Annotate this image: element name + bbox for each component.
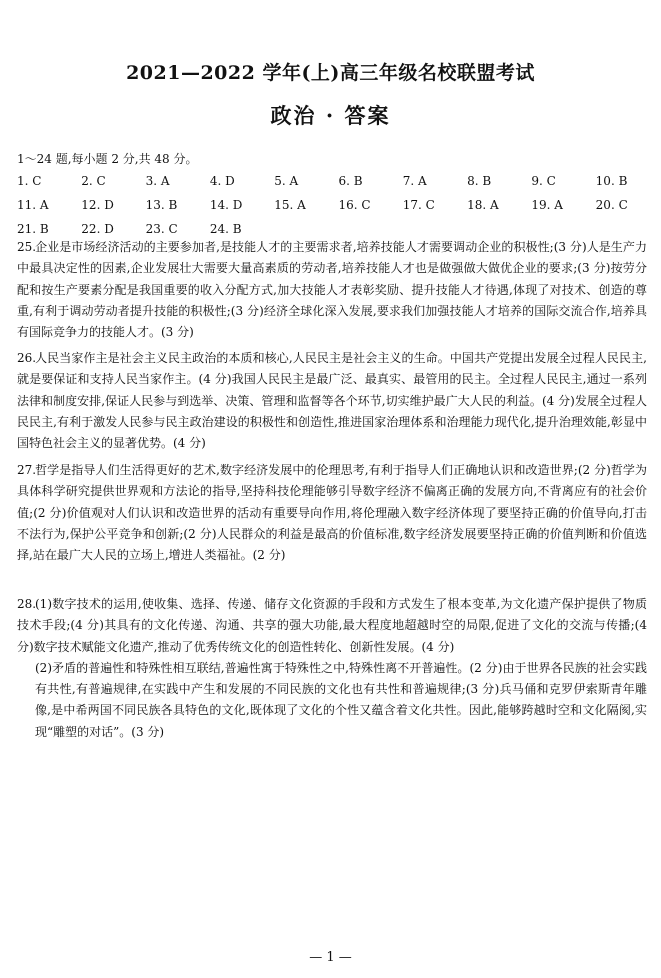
essay-answer-25: [17, 237, 647, 343]
answer-item: 8. B: [467, 174, 492, 188]
essay-answer-27: [17, 460, 647, 566]
answer-item: 1. C: [17, 174, 42, 188]
page-subtitle: 政治 · 答案: [270, 103, 391, 128]
question-number: 27.: [17, 463, 37, 477]
answer-text-part-2: (2)矛盾的普遍性和特殊性相互联结,普遍性寓于特殊性之中,特殊性离不开普遍性。(2 分)由于世界各民族的社会实践有共性,有普遍规律,在实践中产生和发展的不同民族的文化也有共性和普遍规律;(3 分)兵马俑和克罗伊索斯青年雕像,是中希两国不同民族各具特色的文化,既体现了文化的个性又蕴含着文化共性。因此,能够跨越时空和文化隔阂,实现“雕塑的对话”。(3 分): [35, 660, 647, 739]
question-number: 25.: [17, 240, 37, 254]
answer-item: 6. B: [338, 174, 363, 188]
answer-item: 4. D: [209, 174, 235, 188]
answer-item: 10. B: [595, 174, 628, 188]
answer-item: 17. C: [402, 198, 435, 212]
answer-item: 21. B: [17, 222, 49, 236]
answer-text: 企业是市场经济活动的主要参加者,是技能人才的主要需求者,培养技能人才需要调动企业的积极性;(3 分)人是生产力中最具决定性的因素,企业发展壮大需要大量高素质的劳动者,培养技能人才也是做强做大做优企业的要求;(3 分)按劳分配和按生产要素分配是我国重要的收入分配方式,加大技能人才表彰奖励、提升技能人才待遇,体现了对技术、创造的尊重,有利于调动劳动者提升技能的积极性;(3 分)经济全球化深入发展,要求我们加强技能人才培养的国际交流合作,培养具有国际竞争力的技能人才。(3 分): [17, 240, 647, 340]
answer-item: 15. A: [274, 198, 306, 212]
answer-item: 9. C: [531, 174, 556, 188]
answer-row: [17, 197, 647, 221]
answer-item: 23. C: [145, 222, 178, 236]
answer-item: 14. D: [209, 198, 243, 212]
multiple-choice-instruction: 1～24 题,每小题 2 分,共 48 分。: [17, 152, 198, 166]
answer-row: [17, 173, 647, 197]
answer-item: 22. D: [81, 222, 114, 236]
answer-item: 5. A: [274, 174, 299, 188]
answer-text: 哲学是指导人们生活得更好的艺术,数字经济发展中的伦理思考,有利于指导人们正确地认识和改造世界;(2 分)哲学为具体科学研究提供世界观和方法论的指导,坚持科技伦理能够引导数字经济不偏离正确的发展方向,不背离应有的社会价值;(2 分)价值观对人们认识和改造世界的活动有重要导向作用,将伦理融入数字经济体现了要坚持正确的价值导向,打击不法行为,保护公平竞争和创新;(2 分)人民群众的利益是最高的价值标准,数字经济发展要坚持正确的价值判断和价值选择,站在最广大人民的立场上,增进人类福祉。(2 分): [17, 463, 647, 563]
multiple-choice-answer-grid: [17, 173, 647, 245]
essay-answer-26: [17, 348, 647, 454]
answer-item: 20. C: [595, 198, 628, 212]
page-title: 2021—2022 学年(上)高三年级名校联盟考试: [126, 62, 535, 84]
question-number: 28.: [17, 597, 37, 611]
answer-text-part-1: (1)数字技术的运用,使收集、选择、传递、储存文化资源的手段和方式发生了根本变革,为文化遗产保护提供了物质技术手段;(4 分)其具有的文化传递、沟通、共享的强大功能,最大程度地超越时空的局限,促进了文化的交流与传播;(4 分)数字技术赋能文化遗产,推动了优秀传统文化的创造性转化、创新性发展。(4 分): [17, 597, 647, 654]
answer-item: 18. A: [467, 198, 499, 212]
answer-item: 7. A: [402, 174, 427, 188]
page-number: — 1 —: [309, 950, 352, 965]
answer-item: 24. B: [209, 222, 242, 236]
answer-item: 2. C: [81, 174, 106, 188]
answer-item: 19. A: [531, 198, 563, 212]
essay-answer-28: [17, 594, 647, 743]
answer-item: 13. B: [145, 198, 178, 212]
answer-item: 11. A: [17, 198, 49, 212]
answer-item: 12. D: [81, 198, 114, 212]
answer-item: 16. C: [338, 198, 371, 212]
answer-text: 人民当家作主是社会主义民主政治的本质和核心,人民民主是社会主义的生命。中国共产党提出发展全过程人民民主,就是要保证和支持人民当家作主。(4 分)我国人民民主是最广泛、最真实、最管用的民主。全过程人民民主,通过一系列法律和制度安排,保证人民参与到选举、决策、管理和监督等各个环节,切实维护最广大人民的利益。(4 分)发展全过程人民民主,有利于激发人民参与民主政治建设的积极性和创造性,推进国家治理体系和治理能力现代化,提升治理效能,彰显中国特色社会主义的显著优势。(4 分): [17, 351, 647, 451]
answer-item: 3. A: [145, 174, 170, 188]
question-number: 26.: [17, 351, 37, 365]
